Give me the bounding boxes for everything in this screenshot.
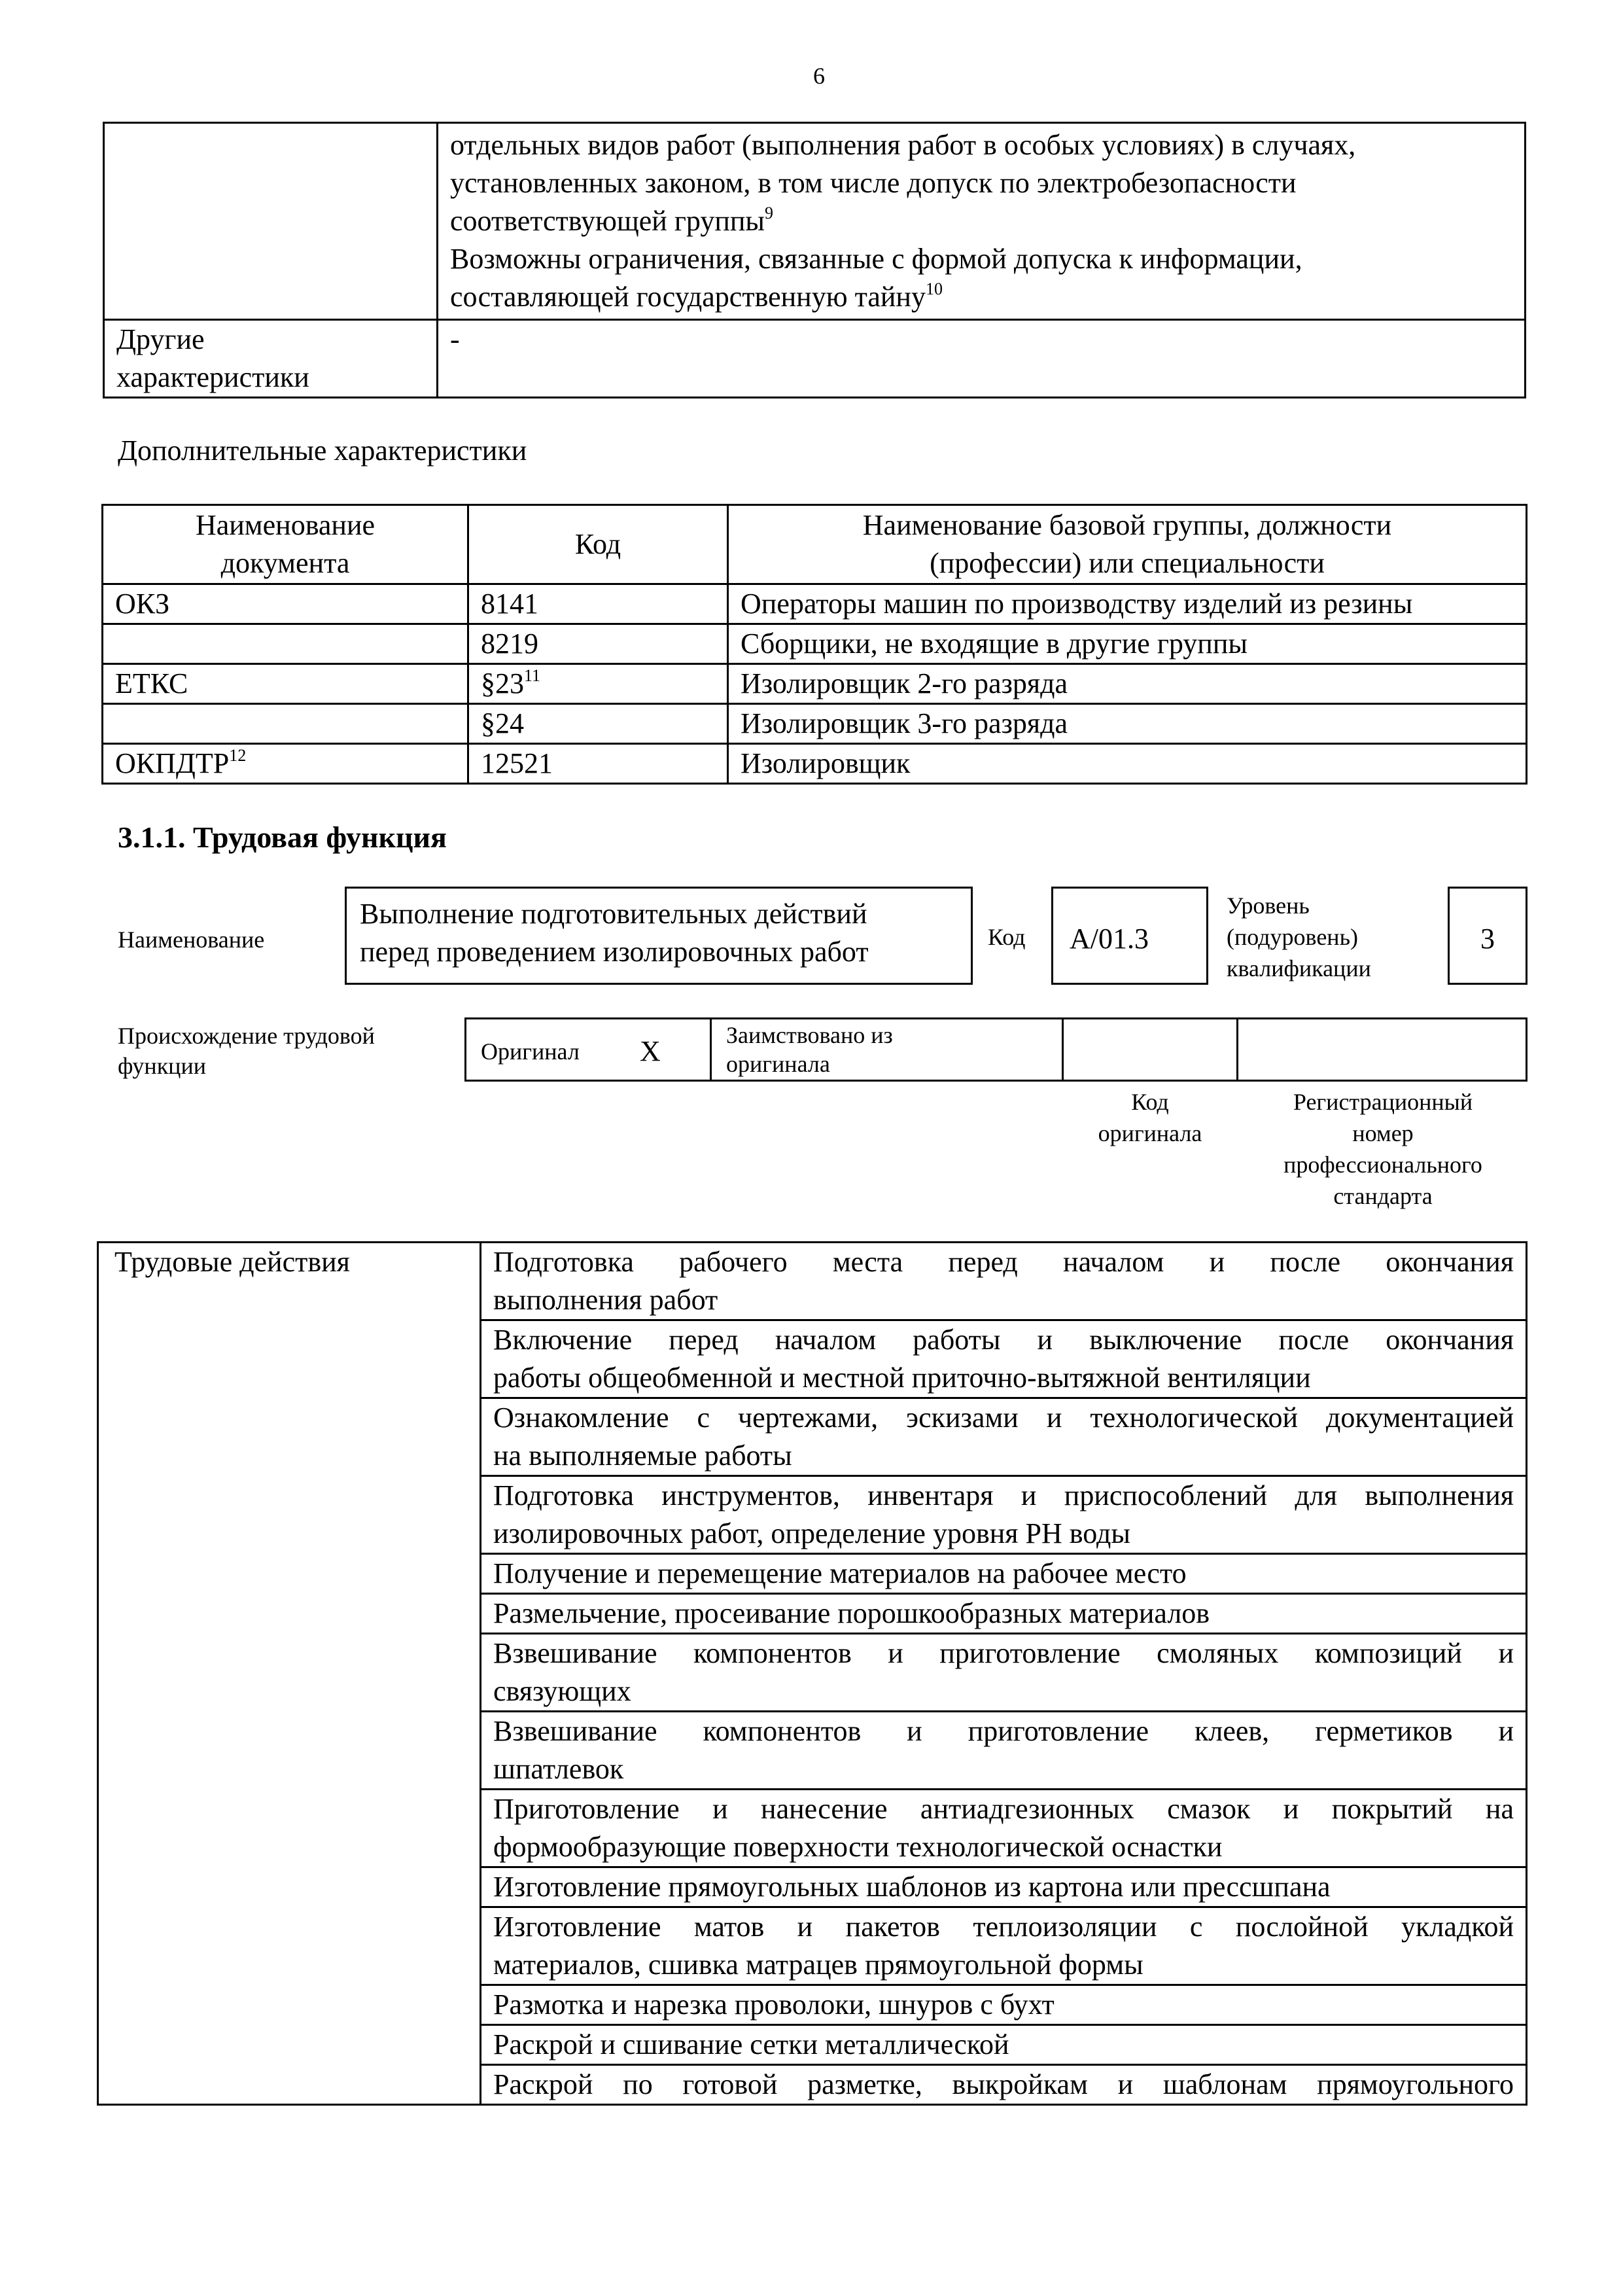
original-mark: X	[640, 1035, 661, 1067]
labor-action-item: Подготовка инструментов, инвентаря и приспособлений для выполнения изолировочных работ, определение уровня РН воды	[481, 1476, 1527, 1554]
section-heading: 3.1.1. Трудовая функция	[118, 821, 447, 854]
additional-characteristics-title: Дополнительные характеристики	[118, 434, 527, 467]
requirements-line-3: соответствующей группы$^9$	[450, 203, 773, 237]
requirements-line-1: отдельных видов работ (выполнения работ в особых условиях) в случаях,	[450, 129, 1356, 161]
header-document: Наименование документа	[103, 505, 468, 584]
doc-cell: ОКЗ	[103, 584, 468, 624]
group-name-cell: Изолировщик 3-го разряда	[728, 704, 1527, 744]
labor-action-item: Раскрой по готовой разметке, выкройкам и шаблонам прямоугольного	[481, 2065, 1527, 2105]
top-table	[103, 122, 1526, 398]
labor-action-item: Раскрой и сшивание сетки металлической	[481, 2025, 1527, 2065]
function-code-box: А/01.3	[1051, 887, 1208, 985]
header-code: Код	[468, 505, 728, 584]
function-name-box: Выполнение подготовительных действий перед проведением изолировочных работ	[345, 887, 973, 985]
requirements-cell	[438, 123, 1526, 320]
doc-cell	[103, 624, 468, 664]
labor-action-item: Приготовление и нанесение антиадгезионных смазок и покрытий на формообразующие поверхности технологической оснастки	[481, 1790, 1527, 1867]
origin-divider	[1062, 1017, 1064, 1082]
header-group-name: Наименование базовой группы, должности (профессии) или специальности	[728, 505, 1527, 584]
top-table-empty-cell	[104, 123, 438, 320]
code-cell: 12521	[468, 744, 728, 784]
labor-action-item: Взвешивание компонентов и приготовление клеев, герметиков и шпатлевок	[481, 1712, 1527, 1790]
page-number: 6	[813, 63, 825, 89]
table-row	[103, 584, 1527, 624]
doc-cell: ОКПДТР$^{12}$	[103, 744, 468, 784]
labor-action-item: Включение перед началом работы и выключение после окончания работы общеобменной и местной приточно-вытяжной вентиляции	[481, 1320, 1527, 1398]
origin-label: Происхождение трудовой функции	[118, 1023, 375, 1079]
registration-number-caption: Регистрационный номер профессионального стандарта	[1283, 1089, 1482, 1209]
labor-action-item: Размотка и нарезка проволоки, шнуров с бухт	[481, 1985, 1527, 2025]
labor-action-item: Изготовление матов и пакетов теплоизоляции с послойной укладкой материалов, сшивка матрацев прямоугольной формы	[481, 1907, 1527, 1985]
borrowed-label: Заимствовано из оригинала	[726, 1022, 893, 1077]
name-label: Наименование	[118, 927, 265, 953]
code-cell: $\S 23^{11}$	[468, 664, 728, 704]
labor-action-item: Получение и перемещение материалов на рабочее место	[481, 1554, 1527, 1594]
labor-action-item: Взвешивание компонентов и приготовление смоляных композиций и связующих	[481, 1634, 1527, 1712]
group-name-cell: Сборщики, не входящие в другие группы	[728, 624, 1527, 664]
labor-actions-label: Трудовые действия	[98, 1243, 481, 2105]
table-row	[103, 664, 1527, 704]
labor-actions-table	[97, 1241, 1527, 2106]
footnote-11: 11	[524, 666, 541, 686]
footnote-9: 9	[764, 203, 773, 223]
footnote-12: 12	[229, 746, 247, 766]
code-cell: 8219	[468, 624, 728, 664]
restrictions-line-2: составляющей государственную тайну$^{10}$	[450, 279, 943, 313]
code-original-caption: Код оригинала	[1098, 1089, 1202, 1146]
doc-cell	[103, 704, 468, 744]
origin-box	[464, 1017, 1527, 1082]
labor-action-item: Изготовление прямоугольных шаблонов из картона или прессшпана	[481, 1867, 1527, 1907]
doc-cell: ЕТКС	[103, 664, 468, 704]
labor-action-item: Ознакомление с чертежами, эскизами и технологической документацией на выполняемые работы	[481, 1398, 1527, 1476]
restrictions-line-1: Возможны ограничения, связанные с формой допуска к информации,	[450, 243, 1302, 275]
group-name-cell: Изолировщик	[728, 744, 1527, 784]
additional-table	[101, 504, 1527, 785]
origin-divider	[1236, 1017, 1238, 1082]
footnote-10: 10	[925, 279, 943, 299]
requirements-line-2: установленных законом, в том числе допуск по электробезопасности	[450, 167, 1297, 199]
code-cell: 8141	[468, 584, 728, 624]
level-label: Уровень (подуровень) квалификации	[1227, 892, 1371, 981]
table-row	[103, 704, 1527, 744]
group-name-cell: Операторы машин по производству изделий из резины	[728, 584, 1527, 624]
other-characteristics-label: Другие характеристики	[104, 320, 438, 398]
group-name-cell: Изолировщик 2-го разряда	[728, 664, 1527, 704]
labor-action-item: Подготовка рабочего места перед началом и после окончания выполнения работ	[481, 1243, 1527, 1320]
labor-action-item: Размельчение, просеивание порошкообразных материалов	[481, 1594, 1527, 1634]
other-characteristics-value: -	[438, 320, 1526, 398]
code-label: Код	[988, 924, 1026, 950]
code-cell: §24	[468, 704, 728, 744]
original-label: Оригинал	[481, 1038, 580, 1065]
level-value-box: 3	[1448, 887, 1527, 985]
origin-divider	[710, 1017, 712, 1082]
table-row	[103, 744, 1527, 784]
table-row	[103, 624, 1527, 664]
